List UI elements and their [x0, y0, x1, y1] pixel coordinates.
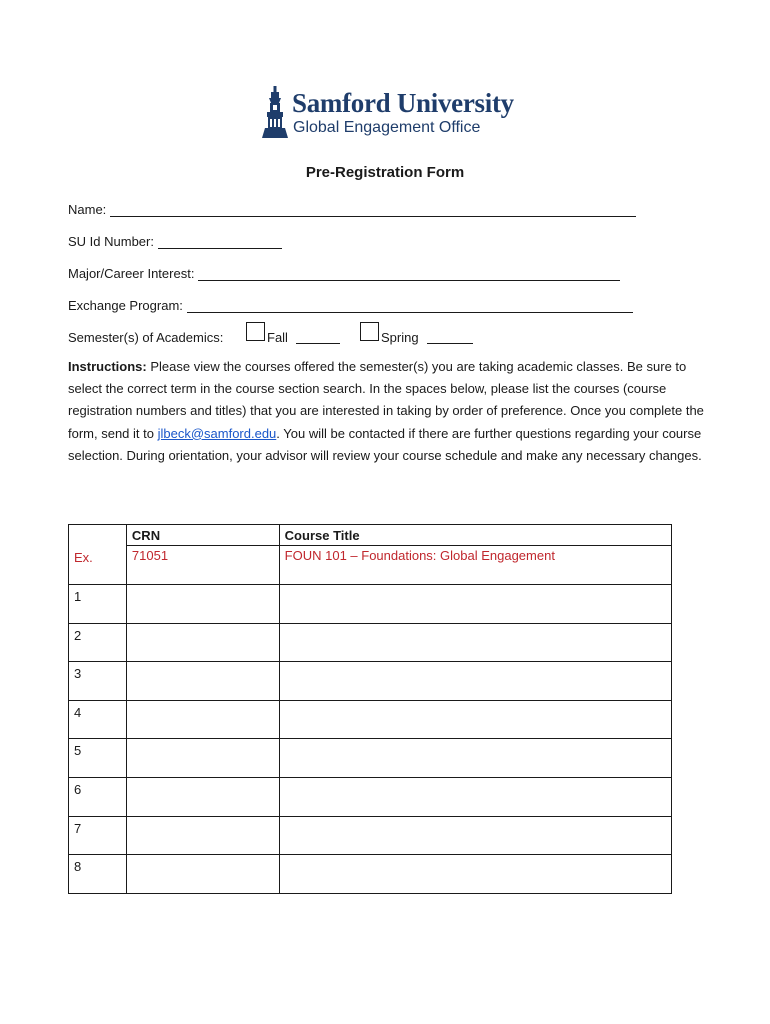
- crn-cell[interactable]: [126, 662, 279, 701]
- row-number: 3: [69, 662, 127, 701]
- example-title: FOUN 101 – Foundations: Global Engagement: [279, 546, 671, 585]
- row-number: 4: [69, 700, 127, 739]
- exchange-field-row: [68, 298, 633, 313]
- crn-cell[interactable]: [126, 585, 279, 624]
- table-row: [69, 777, 672, 816]
- crn-cell[interactable]: [126, 739, 279, 778]
- header-crn: CRN: [126, 525, 279, 546]
- su-id-field-row: [68, 234, 282, 249]
- crn-cell[interactable]: [126, 623, 279, 662]
- office-name: Global Engagement Office: [293, 119, 481, 136]
- example-label: Ex.: [69, 546, 127, 585]
- row-number: 7: [69, 816, 127, 855]
- course-title-cell[interactable]: [279, 855, 671, 894]
- name-field-row: [68, 202, 636, 217]
- course-title-cell[interactable]: [279, 662, 671, 701]
- university-name: Samford University: [292, 88, 514, 118]
- name-label: Name:: [68, 202, 107, 217]
- row-number: 1: [69, 585, 127, 624]
- table-row: [69, 739, 672, 778]
- row-number: 6: [69, 777, 127, 816]
- name-input-line[interactable]: [110, 202, 636, 217]
- course-title-cell[interactable]: [279, 816, 671, 855]
- crn-cell[interactable]: [126, 855, 279, 894]
- form-title: Pre-Registration Form: [305, 164, 465, 181]
- row-number: 5: [69, 739, 127, 778]
- course-title-cell[interactable]: [279, 700, 671, 739]
- major-label: Major/Career Interest:: [68, 266, 195, 281]
- course-title-cell[interactable]: [279, 585, 671, 624]
- spring-input-line[interactable]: [427, 343, 473, 344]
- header-blank-cell: [69, 525, 127, 546]
- row-number: 8: [69, 855, 127, 894]
- fall-input-line[interactable]: [296, 343, 340, 344]
- su-id-label: SU Id Number:: [68, 234, 154, 249]
- su-id-input-line[interactable]: [158, 234, 282, 249]
- spring-checkbox[interactable]: [360, 322, 379, 341]
- email-link[interactable]: jlbeck@samford.edu: [157, 425, 277, 441]
- table-row: [69, 623, 672, 662]
- example-crn: 71051: [126, 546, 279, 585]
- fall-label: Fall: [267, 330, 288, 345]
- instructions-text-2: . You will be contacted if there are further questions regarding your course selection. During orientation, your advisor will review your course schedule and make any necessary changes.: [68, 425, 702, 463]
- exchange-label: Exchange Program:: [68, 298, 183, 313]
- header-course-title: Course Title: [279, 525, 671, 546]
- instructions-paragraph: [68, 356, 708, 467]
- spring-label: Spring: [381, 330, 419, 345]
- example-row: [69, 546, 672, 585]
- fall-checkbox[interactable]: [246, 322, 265, 341]
- table-row: [69, 855, 672, 894]
- exchange-input-line[interactable]: [187, 298, 633, 313]
- course-table: [68, 524, 672, 894]
- course-title-cell[interactable]: [279, 777, 671, 816]
- crn-cell[interactable]: [126, 700, 279, 739]
- course-title-cell[interactable]: [279, 623, 671, 662]
- row-number: 2: [69, 623, 127, 662]
- major-field-row: [68, 266, 620, 281]
- instructions-lead: Instructions:: [68, 359, 147, 374]
- table-row: [69, 816, 672, 855]
- table-row: [69, 700, 672, 739]
- table-row: [69, 585, 672, 624]
- table-row: [69, 662, 672, 701]
- university-logo: [262, 86, 522, 140]
- instructions-text-1: Please view the courses offered the semester(s) you are taking academic classes. Be sure to select the correct term in the course section search. In the spaces below, please list the courses (course registration numbers and titles) that you are interested in taking by order of preference. Once you complete the form, send it to: [68, 359, 704, 441]
- tower-icon: [262, 86, 288, 138]
- crn-cell[interactable]: [126, 816, 279, 855]
- semester-row: [68, 322, 568, 344]
- table-header-row: [69, 525, 672, 546]
- major-input-line[interactable]: [198, 266, 620, 281]
- semester-label: Semester(s) of Academics:: [68, 330, 224, 345]
- course-title-cell[interactable]: [279, 739, 671, 778]
- crn-cell[interactable]: [126, 777, 279, 816]
